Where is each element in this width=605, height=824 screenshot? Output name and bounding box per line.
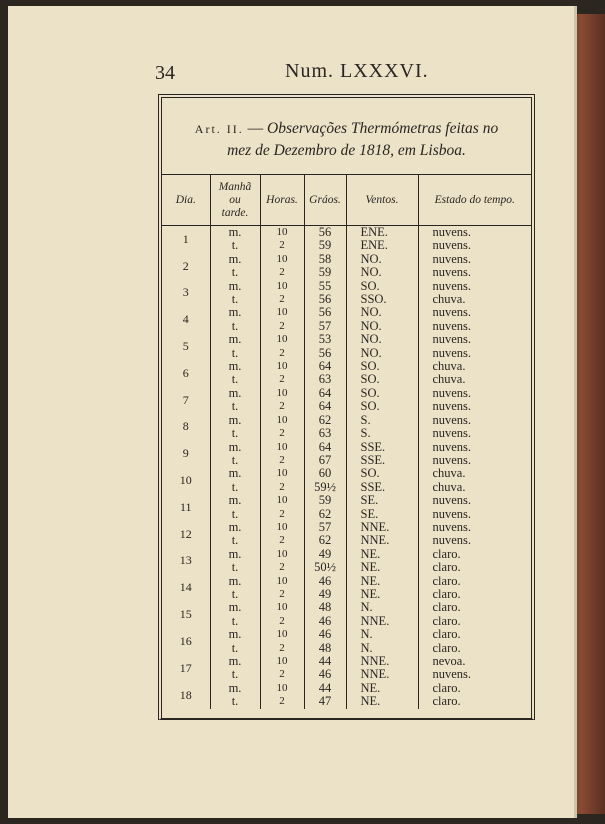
wind-cell: SSO. [346, 293, 418, 306]
wind-cell: NO. [346, 320, 418, 333]
day-cell: 4 [162, 306, 210, 333]
table-row [162, 293, 531, 306]
hour-cell: 10 [260, 441, 304, 454]
degrees-cell: 46 [304, 615, 346, 628]
weather-cell: nuvens. [432, 265, 472, 280]
day-cell: 12 [162, 521, 210, 548]
wind-cell: NO. [346, 333, 418, 346]
table-row [162, 588, 531, 601]
hour-cell: 2 [260, 481, 304, 494]
weather-cell: nuvens. [432, 506, 472, 521]
degrees-cell: 64 [304, 360, 346, 373]
time-of-day-cell: m. [210, 521, 260, 534]
time-of-day-cell: m. [210, 333, 260, 346]
col-header-manha: Manhã ou tarde. [210, 175, 260, 226]
degrees-cell: 62 [304, 508, 346, 521]
day-cell: 2 [162, 253, 210, 280]
degrees-cell: 56 [304, 306, 346, 319]
wind-cell: NO. [346, 306, 418, 319]
table-row [162, 695, 531, 708]
hour-cell: 10 [260, 548, 304, 561]
wind-cell: SO. [346, 467, 418, 480]
hour-cell: 2 [260, 642, 304, 655]
weather-cell: nuvens. [432, 533, 472, 548]
day-cell: 8 [162, 414, 210, 441]
wind-cell: S. [346, 414, 418, 427]
col-header-graos: Gráos. [304, 175, 346, 226]
weather-cell: nuvens. [432, 493, 472, 508]
day-cell: 6 [162, 360, 210, 387]
table-row [162, 668, 531, 681]
hour-cell: 2 [260, 508, 304, 521]
table-row [162, 601, 531, 614]
weather-cell: nuvens. [432, 318, 472, 333]
issue-number: Num. LXXXVI. [285, 60, 429, 82]
time-of-day-cell: t. [210, 427, 260, 440]
time-of-day-cell: m. [210, 414, 260, 427]
time-of-day-cell: t. [210, 320, 260, 333]
caption-line-2: mez de Dezembro de 1818, em Lisboa. [227, 142, 466, 159]
weather-cell: nuvens. [432, 251, 472, 266]
table-row [162, 387, 531, 400]
time-of-day-cell: t. [210, 454, 260, 467]
hour-cell: 2 [260, 266, 304, 279]
hour-cell: 2 [260, 615, 304, 628]
hour-cell: 2 [260, 534, 304, 547]
time-of-day-cell: t. [210, 266, 260, 279]
table-row [162, 239, 531, 252]
degrees-cell: 58 [304, 253, 346, 266]
wind-cell: NO. [346, 253, 418, 266]
article-label: Art. II. [194, 122, 244, 136]
degrees-cell: 64 [304, 400, 346, 413]
time-of-day-cell: m. [210, 306, 260, 319]
degrees-cell: 64 [304, 387, 346, 400]
weather-cell: chuva. [432, 292, 466, 307]
weather-cell: chuva. [432, 479, 466, 494]
degrees-cell: 56 [304, 226, 346, 240]
weather-cell: nuvens. [432, 439, 472, 454]
weather-cell: nuvens. [432, 452, 472, 467]
table-row [162, 414, 531, 427]
wind-cell: SO. [346, 360, 418, 373]
hour-cell: 2 [260, 320, 304, 333]
weather-cell: claro. [432, 546, 461, 561]
wind-cell: NNE. [346, 668, 418, 681]
time-of-day-cell: t. [210, 293, 260, 306]
time-of-day-cell: m. [210, 575, 260, 588]
wind-cell: NNE. [346, 521, 418, 534]
weather-cell: nuvens. [432, 426, 472, 441]
wind-cell: ENE. [346, 239, 418, 252]
hour-cell: 10 [260, 253, 304, 266]
caption-line-1: Observações Thermómetras feitas no [267, 120, 499, 137]
table-row [162, 333, 531, 346]
degrees-cell: 49 [304, 548, 346, 561]
hour-cell: 2 [260, 668, 304, 681]
table-row [162, 628, 531, 641]
col-header-horas: Horas. [260, 175, 304, 226]
page-header [155, 60, 535, 90]
degrees-cell: 48 [304, 601, 346, 614]
degrees-cell: 63 [304, 427, 346, 440]
table-row [162, 266, 531, 279]
weather-cell: claro. [432, 680, 461, 695]
hour-cell: 10 [260, 414, 304, 427]
table-frame [158, 94, 535, 720]
day-cell: 9 [162, 441, 210, 468]
table-row [162, 347, 531, 360]
wind-cell: NE. [346, 575, 418, 588]
wind-cell: SSE. [346, 441, 418, 454]
degrees-cell: 59 [304, 494, 346, 507]
table-row [162, 481, 531, 494]
degrees-cell: 62 [304, 414, 346, 427]
degrees-cell: 48 [304, 642, 346, 655]
hour-cell: 10 [260, 387, 304, 400]
table-row [162, 400, 531, 413]
degrees-cell: 59 [304, 239, 346, 252]
table-row [162, 521, 531, 534]
hour-cell: 10 [260, 575, 304, 588]
table-row [162, 642, 531, 655]
weather-cell: nuvens. [432, 667, 472, 682]
weather-cell: claro. [432, 560, 461, 575]
hour-cell: 10 [260, 226, 304, 240]
day-cell: 1 [162, 226, 210, 253]
weather-cell: chuva. [432, 372, 466, 387]
table-body [162, 226, 531, 709]
table-row [162, 682, 531, 695]
weather-cell: nuvens. [432, 238, 472, 253]
weather-cell: nuvens. [432, 412, 472, 427]
table-row [162, 548, 531, 561]
col-header-dia: Dia. [162, 175, 210, 226]
wind-cell: SSE. [346, 454, 418, 467]
time-of-day-cell: t. [210, 588, 260, 601]
degrees-cell: 47 [304, 695, 346, 708]
degrees-cell: 57 [304, 320, 346, 333]
hour-cell: 10 [260, 494, 304, 507]
weather-cell: claro. [432, 627, 461, 642]
degrees-cell: 64 [304, 441, 346, 454]
weather-cell: claro. [432, 600, 461, 615]
weather-cell: nuvens. [432, 278, 472, 293]
table-row [162, 467, 531, 480]
table-caption: Art. II. — Observações Thermómetras feitas no mez de Dezembro de 1818, em Lisboa. [194, 120, 499, 159]
time-of-day-cell: t. [210, 347, 260, 360]
time-of-day-cell: m. [210, 601, 260, 614]
hour-cell: 2 [260, 293, 304, 306]
time-of-day-cell: m. [210, 628, 260, 641]
table-row [162, 655, 531, 668]
weather-cell: claro. [432, 640, 461, 655]
day-cell: 16 [162, 628, 210, 655]
time-of-day-cell: m. [210, 494, 260, 507]
hour-cell: 10 [260, 521, 304, 534]
weather-cell: claro. [432, 573, 461, 588]
hour-cell: 2 [260, 695, 304, 708]
weather-cell: chuva. [432, 466, 466, 481]
table-row [162, 454, 531, 467]
wind-cell: SE. [346, 494, 418, 507]
hour-cell: 2 [260, 347, 304, 360]
hour-cell: 10 [260, 333, 304, 346]
hour-cell: 10 [260, 655, 304, 668]
degrees-cell: 57 [304, 521, 346, 534]
wind-cell: NE. [346, 588, 418, 601]
time-of-day-cell: t. [210, 400, 260, 413]
wind-cell: SO. [346, 400, 418, 413]
wind-cell: NNE. [346, 534, 418, 547]
degrees-cell: 46 [304, 668, 346, 681]
time-of-day-cell: m. [210, 655, 260, 668]
table-row [162, 441, 531, 454]
hour-cell: 2 [260, 427, 304, 440]
table-row [162, 427, 531, 440]
degrees-cell: 46 [304, 628, 346, 641]
hour-cell: 10 [260, 306, 304, 319]
time-of-day-cell: m. [210, 548, 260, 561]
day-cell: 3 [162, 280, 210, 307]
degrees-cell: 44 [304, 682, 346, 695]
time-of-day-cell: t. [210, 534, 260, 547]
degrees-cell: 55 [304, 280, 346, 293]
degrees-cell: 63 [304, 373, 346, 386]
day-cell: 14 [162, 575, 210, 602]
wind-cell: SO. [346, 387, 418, 400]
time-of-day-cell: t. [210, 642, 260, 655]
time-of-day-cell: t. [210, 695, 260, 708]
hour-cell: 2 [260, 588, 304, 601]
time-of-day-cell: t. [210, 561, 260, 574]
weather-cell: nevoa. [432, 654, 466, 668]
time-of-day-cell: m. [210, 253, 260, 266]
time-of-day-cell: m. [210, 360, 260, 373]
degrees-cell: 56 [304, 347, 346, 360]
time-of-day-cell: m. [210, 226, 260, 240]
wind-cell: NE. [346, 695, 418, 708]
col-header-ventos: Ventos. [346, 175, 418, 226]
wind-cell: NNE. [346, 615, 418, 628]
time-of-day-cell: t. [210, 239, 260, 252]
wind-cell: NO. [346, 266, 418, 279]
hour-cell: 2 [260, 454, 304, 467]
table-row [162, 280, 531, 293]
wind-cell: S. [346, 427, 418, 440]
degrees-cell: 60 [304, 467, 346, 480]
weather-cell: claro. [432, 586, 461, 601]
day-cell: 13 [162, 548, 210, 575]
time-of-day-cell: t. [210, 668, 260, 681]
wind-cell: N. [346, 642, 418, 655]
table-row [162, 253, 531, 266]
wind-cell: SSE. [346, 481, 418, 494]
time-of-day-cell: t. [210, 481, 260, 494]
day-cell: 10 [162, 467, 210, 494]
hour-cell: 2 [260, 373, 304, 386]
hour-cell: 10 [260, 682, 304, 695]
weather-cell: nuvens. [432, 305, 472, 320]
day-cell: 7 [162, 387, 210, 414]
degrees-cell: 67 [304, 454, 346, 467]
hour-cell: 10 [260, 360, 304, 373]
wind-cell: N. [346, 601, 418, 614]
wind-cell: ENE. [346, 226, 418, 240]
hour-cell: 2 [260, 400, 304, 413]
day-cell: 15 [162, 601, 210, 628]
page-number: 34 [155, 62, 175, 84]
wind-cell: NNE. [346, 655, 418, 668]
degrees-cell: 50½ [304, 561, 346, 574]
table-row [162, 306, 531, 319]
weather-cell: claro. [432, 613, 461, 628]
degrees-cell: 56 [304, 293, 346, 306]
wind-cell: NE. [346, 548, 418, 561]
wind-cell: SO. [346, 373, 418, 386]
table-row [162, 615, 531, 628]
table-row [162, 508, 531, 521]
weather-cell: nuvens. [432, 519, 472, 534]
time-of-day-cell: m. [210, 467, 260, 480]
degrees-cell: 46 [304, 575, 346, 588]
hour-cell: 10 [260, 467, 304, 480]
col-header-estado: Estado do tempo. [418, 175, 531, 226]
hour-cell: 10 [260, 601, 304, 614]
time-of-day-cell: m. [210, 387, 260, 400]
degrees-cell: 53 [304, 333, 346, 346]
weather-cell: nuvens. [432, 345, 472, 360]
time-of-day-cell: m. [210, 682, 260, 695]
weather-cell: chuva. [432, 359, 466, 374]
wind-cell: SE. [346, 508, 418, 521]
day-cell: 11 [162, 494, 210, 521]
table-row [162, 534, 531, 547]
weather-cell: nuvens. [432, 385, 472, 400]
weather-cell: nuvens. [432, 332, 472, 347]
table-row [162, 320, 531, 333]
time-of-day-cell: t. [210, 373, 260, 386]
wind-cell: N. [346, 628, 418, 641]
time-of-day-cell: m. [210, 280, 260, 293]
table-row [162, 561, 531, 574]
hour-cell: 10 [260, 280, 304, 293]
table-row [162, 494, 531, 507]
table-row [162, 575, 531, 588]
hour-cell: 2 [260, 561, 304, 574]
degrees-cell: 59 [304, 266, 346, 279]
hour-cell: 10 [260, 628, 304, 641]
wind-cell: SO. [346, 280, 418, 293]
weather-cell: nuvens. [432, 399, 472, 414]
hour-cell: 2 [260, 239, 304, 252]
observations-table [162, 174, 531, 709]
table-row [162, 373, 531, 386]
degrees-cell: 62 [304, 534, 346, 547]
time-of-day-cell: t. [210, 508, 260, 521]
time-of-day-cell: m. [210, 441, 260, 454]
table-row [162, 360, 531, 373]
time-of-day-cell: t. [210, 615, 260, 628]
wind-cell: NE. [346, 561, 418, 574]
degrees-cell: 49 [304, 588, 346, 601]
day-cell: 18 [162, 682, 210, 709]
table-row [162, 226, 531, 240]
day-cell: 17 [162, 655, 210, 682]
weather-cell: nuvens. [432, 225, 472, 239]
degrees-cell: 59½ [304, 481, 346, 494]
wind-cell: NE. [346, 682, 418, 695]
weather-cell: claro. [432, 694, 461, 709]
wind-cell: NO. [346, 347, 418, 360]
day-cell: 5 [162, 333, 210, 360]
degrees-cell: 44 [304, 655, 346, 668]
